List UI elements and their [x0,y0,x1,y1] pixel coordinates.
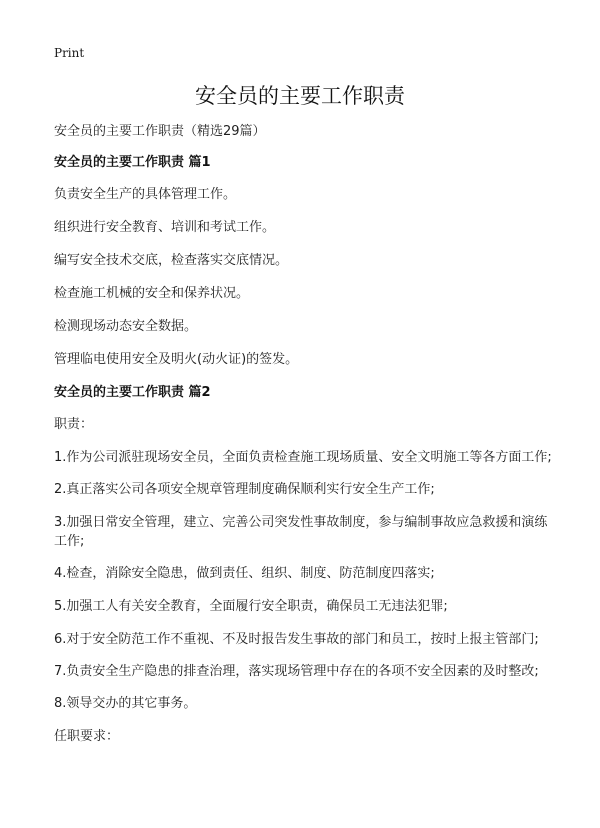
document-subtitle: 安全员的主要工作职责（精选29篇） [54,124,266,139]
list-item: 负责安全生产的具体管理工作。 [54,187,237,202]
print-link[interactable]: Print [54,46,85,60]
list-item: 管理临电使用安全及明火(动火证)的签发。 [54,352,299,367]
list-item: 1.作为公司派驻现场安全员，全面负责检查施工现场质量、安全文明施工等各方面工作; [54,450,552,465]
list-item: 编写安全技术交底，检查落实交底情况。 [54,253,289,268]
section-heading-2: 安全员的主要工作职责 篇2 [54,385,211,400]
list-item: 7.负责安全生产隐患的排查治理，落实现场管理中存在的各项不安全因素的及时整改; [54,664,539,679]
list-item: 5.加强工人有关安全教育，全面履行安全职责，确保员工无违法犯罪; [54,599,448,614]
list-item: 4.检查，消除安全隐患，做到责任、组织、制度、防范制度四落实; [54,566,435,581]
duties-label: 职责： [54,417,94,432]
list-item: 检查施工机械的安全和保养状况。 [54,286,250,301]
list-item: 检测现场动态安全数据。 [54,319,198,334]
list-item: 6.对于安全防范工作不重视、不及时报告发生事故的部门和员工，按时上报主管部门; [54,632,539,647]
requirements-label: 任职要求： [54,729,120,744]
document-body [54,122,554,760]
section-heading-1: 安全员的主要工作职责 篇1 [54,155,211,170]
list-item: 8.领导交办的其它事务。 [54,696,197,711]
list-item: 3.加强日常安全管理，建立、完善公司突发性事故制度，参与编制事故应急救援和演练工作; [54,515,548,549]
list-item: 2.真正落实公司各项安全规章管理制度确保顺利实行安全生产工作; [54,482,435,497]
page-title: 安全员的主要工作职责 [195,84,405,108]
list-item: 组织进行安全教育、培训和考试工作。 [54,220,276,235]
